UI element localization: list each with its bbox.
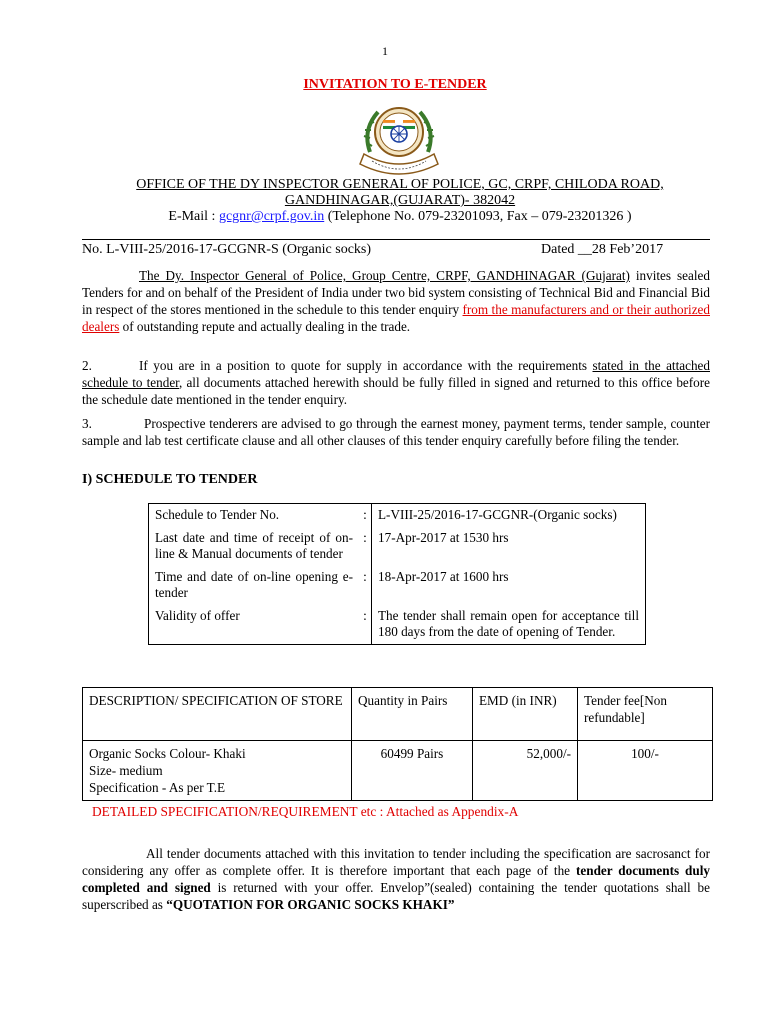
schedule-table	[148, 503, 646, 645]
item-description: Organic Socks Colour- Khaki Size- medium Specification - As per T.E	[83, 741, 352, 801]
schedule-label: Schedule to Tender No.	[149, 504, 360, 527]
schedule-colon: :	[363, 529, 367, 545]
schedule-label: Last date and time of receipt of on-line & Manual documents of tender	[149, 527, 360, 566]
email-label: E-Mail :	[168, 209, 219, 224]
paragraph-2: 2. If you are in a position to quote for supply in accordance with the requirements stated in the attached schedule to tender, all documents attached herewith should be fully filled in signed and returned to this office before the schedule date mentioned in the tender enquiry.	[82, 358, 710, 407]
schedule-row	[149, 527, 646, 566]
office-address	[80, 177, 720, 225]
header-description: DESCRIPTION/ SPECIFICATION OF STORE	[83, 688, 352, 741]
crpf-emblem-icon	[356, 100, 442, 178]
page-number: 1	[382, 44, 388, 58]
desc-data-row	[83, 741, 713, 801]
authorized-dealers-highlight: from the manufacturers and or their authorized dealers	[82, 302, 710, 334]
item-quantity: 60499 Pairs	[352, 741, 473, 801]
paragraph-3: 3. Prospective tenderers are advised to go through the earnest money, payment terms, tender sample, counter sample and lab test certificate clause and all other clauses of this tender enquiry carefully before filing the tender.	[82, 416, 710, 448]
contact-numbers: (Telephone No. 079-23201093, Fax – 079-23201326 )	[324, 209, 632, 224]
header-divider	[82, 239, 710, 240]
schedule-value: The tender shall remain open for acceptance till 180 days from the date of opening of Tender.	[372, 605, 646, 645]
office-line-1: OFFICE OF THE DY INSPECTOR GENERAL OF POLICE, GC, CRPF, CHILODA ROAD,	[136, 177, 664, 192]
reference-number: No. L-VIII-25/2016-17-GCGNR-S (Organic socks)	[82, 242, 372, 257]
schedule-label: Validity of offer	[149, 605, 360, 645]
schedule-colon: :	[363, 568, 367, 584]
schedule-heading: I) SCHEDULE TO TENDER	[82, 472, 258, 487]
header-quantity: Quantity in Pairs	[352, 688, 473, 741]
schedule-colon: :	[359, 605, 372, 645]
header-emd: EMD (in INR)	[473, 688, 578, 741]
paragraph-1: The Dy. Inspector General of Police, Group Centre, CRPF, GANDHINAGAR (Gujarat) invites sealed Tenders for and on behalf of the President of India under two bid system consisting of Technical Bid and Financial Bid in respect of the stores mentioned in the schedule to this tender enquiry from the manufacturers and or their authorized dealers of outstanding repute and actually dealing in the trade.	[82, 268, 710, 334]
office-line-2: GANDHINAGAR,(GUJARAT)- 382042	[284, 193, 516, 208]
header-tender-fee: Tender fee[Non refundable]	[578, 688, 713, 741]
item-emd: 52,000/-	[473, 741, 578, 801]
detailed-spec-note: DETAILED SPECIFICATION/REQUIREMENT etc : Attached as Appendix-A	[92, 804, 519, 819]
email-link[interactable]: gcgnr@crpf.gov.in	[218, 209, 325, 224]
schedule-colon: :	[359, 504, 372, 527]
schedule-row	[149, 605, 646, 645]
schedule-value: 17-Apr-2017 at 1530 hrs	[372, 527, 646, 566]
schedule-value: L-VIII-25/2016-17-GCGNR-(Organic socks)	[372, 504, 646, 527]
document-title: INVITATION TO E-TENDER	[303, 77, 487, 92]
schedule-label: Time and date of on-line opening e-tender	[149, 566, 360, 605]
document-date: Dated __28 Feb’2017	[541, 242, 664, 257]
desc-header-row	[83, 688, 713, 741]
store-description-table	[82, 687, 713, 801]
paragraph-4: All tender documents attached with this invitation to tender including the specification are sacrosanct for considering any offer as complete offer. It is therefore important that each page of the tender documents duly completed and signed is returned with your offer. Envelop”(sealed) containing the tender quotations shall be superscribed as “QUOTATION FOR ORGANIC SOCKS KHAKI”	[82, 846, 710, 912]
schedule-row	[149, 566, 646, 605]
office-contact	[80, 209, 720, 225]
item-fee: 100/-	[578, 741, 713, 801]
schedule-row	[149, 504, 646, 527]
schedule-value: 18-Apr-2017 at 1600 hrs	[372, 566, 646, 605]
